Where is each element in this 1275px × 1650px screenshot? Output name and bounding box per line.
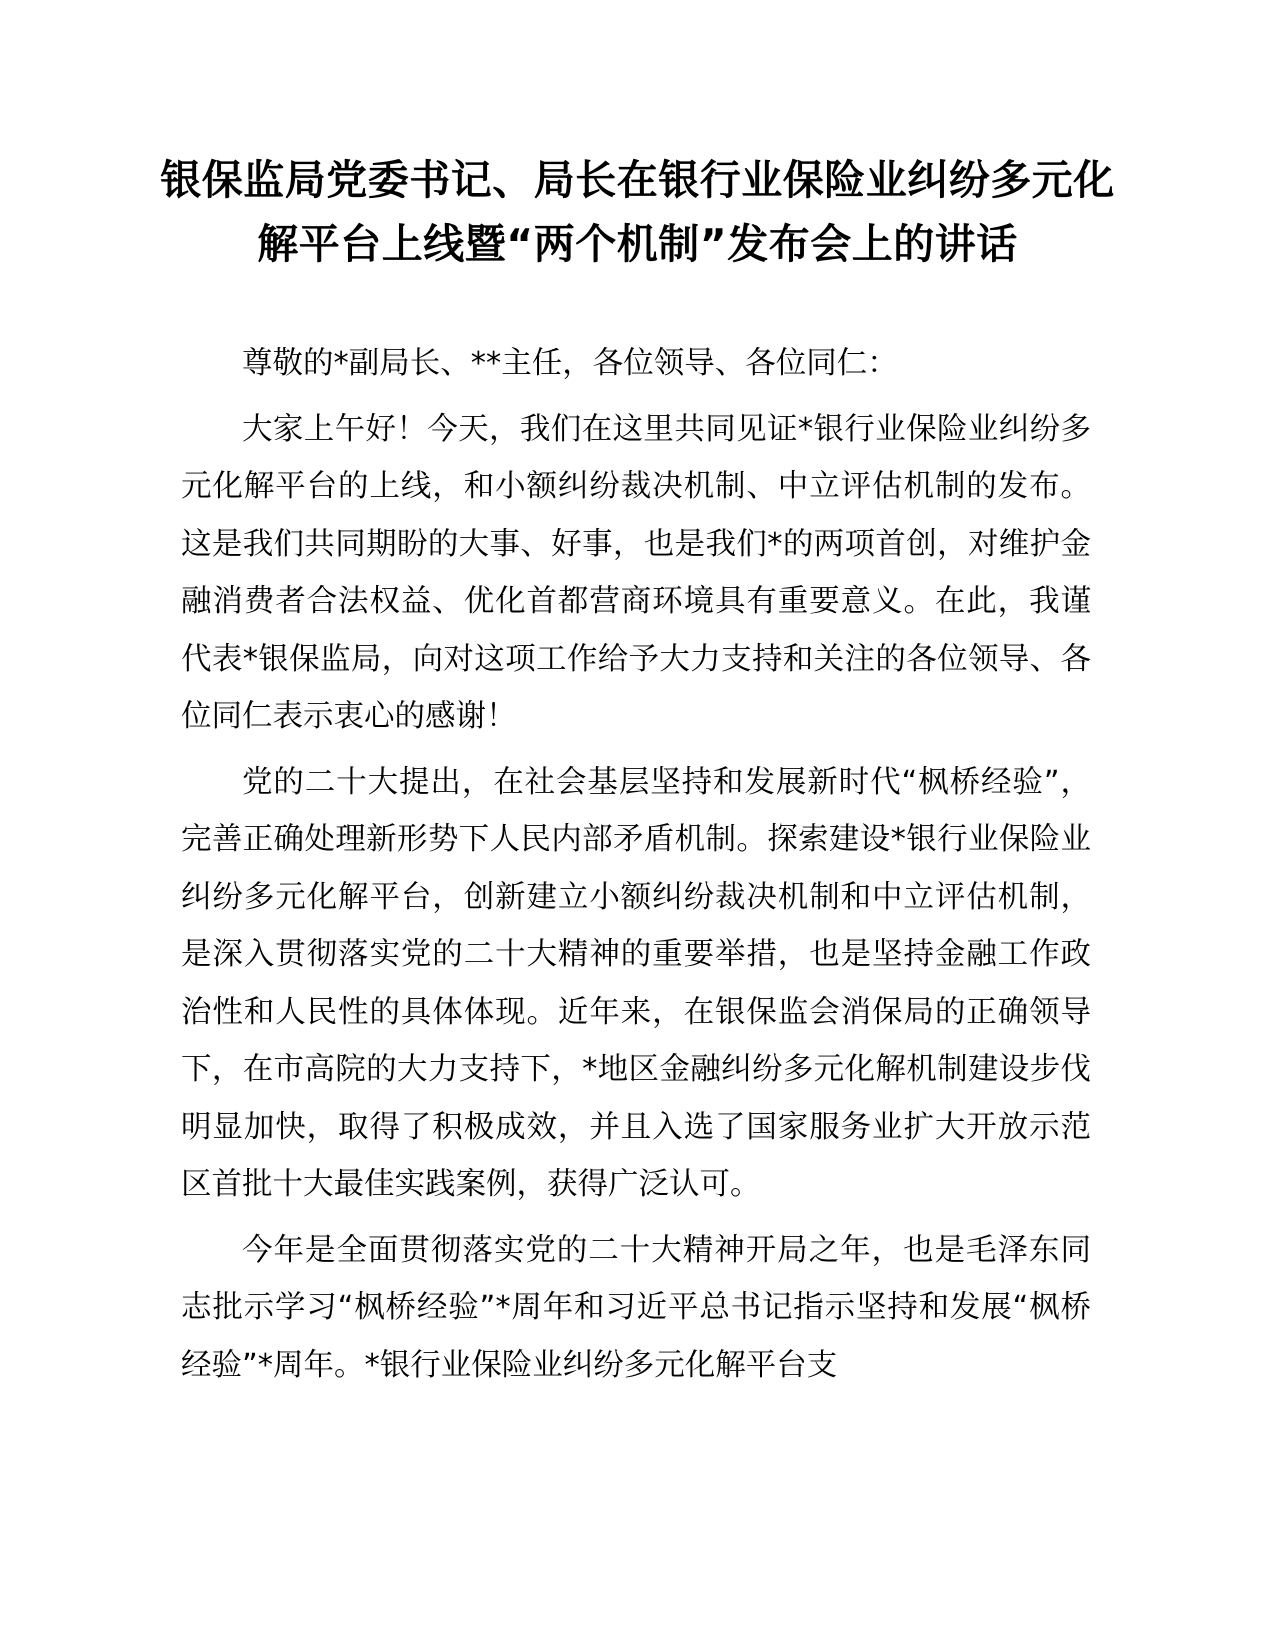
- salutation-paragraph: 尊敬的*副局长、**主任，各位领导、各位同仁：: [242, 346, 898, 381]
- body-paragraph-1: 大家上午好！今天，我们在这里共同见证*银行业保险业纠纷多元化解平台的上线，和小额纠纷裁决机制、中立评估机制的发布。这是我们共同期盼的大事、好事，也是我们*的两项首创，对维护金融消费者合法权益、优化首都营商环境具有重要意义。在此，我谨代表*银保监局，向对这项工作给予大力支持和关注的各位领导、各位同仁表示衷心的感谢！: [181, 411, 1091, 734]
- body-paragraph-3: 今年是全面贯彻落实党的二十大精神开局之年，也是毛泽东同志批示学习“枫桥经验”*周年和习近平总书记指示坚持和发展“枫桥经验”*周年。*银行业保险业纠纷多元化解平台支: [181, 1232, 1091, 1383]
- document-body: [181, 335, 1091, 1402]
- body-paragraph-2: 党的二十大提出，在社会基层坚持和发展新时代“枫桥经验”，完善正确处理新形势下人民内部矛盾机制。探索建设*银行业保险业纠纷多元化解平台，创新建立小额纠纷裁决机制和中立评估机制，是深入贯彻落实党的二十大精神的重要举措，也是坚持金融工作政治性和人民性的具体体现。近年来，在银保监会消保局的正确领导下，在市高院的大力支持下，*地区金融纠纷多元化解机制建设步伐明显加快，取得了积极成效，并且入选了国家服务业扩大开放示范区首批十大最佳实践案例，获得广泛认可。: [181, 764, 1091, 1202]
- document-title: 银保监局党委书记、局长在银行业保险业纠纷多元化解平台上线暨“两个机制”发布会上的讲话: [160, 156, 1115, 268]
